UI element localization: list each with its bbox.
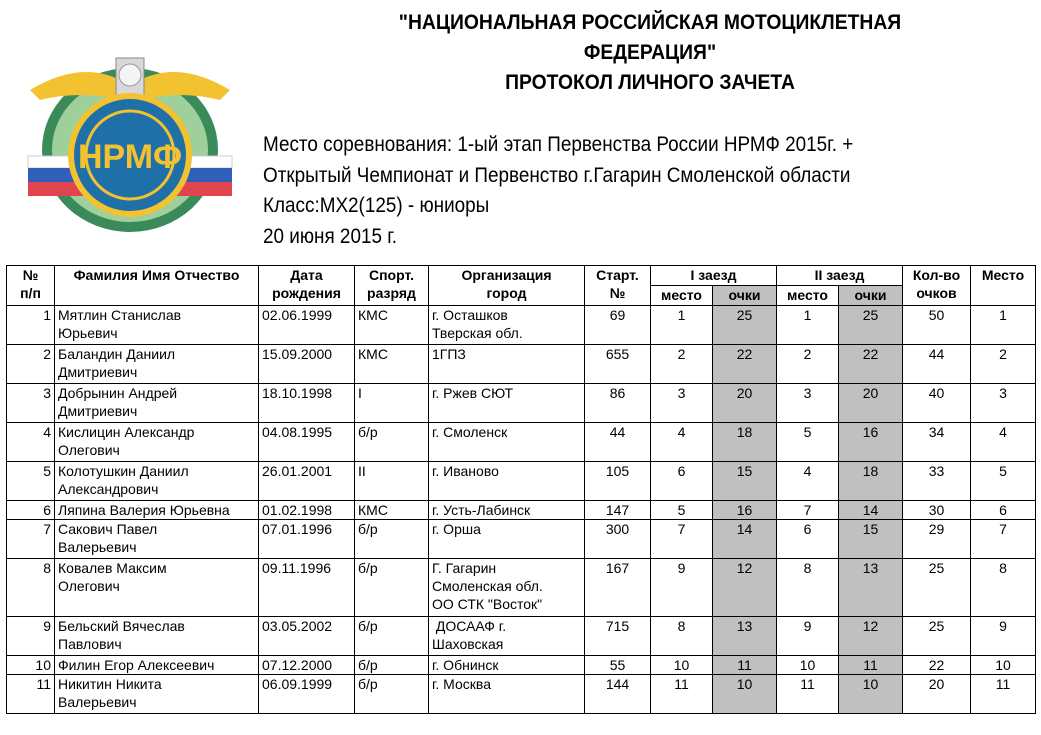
organization-line: Тверская обл. xyxy=(432,325,523,341)
birth-date: 03.05.2002 xyxy=(259,617,355,656)
title-line-2: ФЕДЕРАЦИЯ" xyxy=(583,41,717,64)
heat2-points: 15 xyxy=(839,520,903,559)
start-number: 69 xyxy=(585,306,651,345)
organization-line: Смоленская обл. xyxy=(432,578,543,594)
start-number: 86 xyxy=(585,384,651,423)
nrmf-logo xyxy=(20,20,240,240)
athlete-name xyxy=(55,462,259,501)
heat2-points: 22 xyxy=(839,345,903,384)
sport-rank: б/р xyxy=(355,423,429,462)
heat1-place: 9 xyxy=(651,559,713,617)
heat2-points: 16 xyxy=(839,423,903,462)
venue-line-2: Открытый Чемпионат и Первенство г.Гагарин Смоленской области xyxy=(263,163,851,187)
table-row xyxy=(7,423,1036,462)
athlete-name xyxy=(55,423,259,462)
table-row xyxy=(7,501,1036,520)
heat2-place: 4 xyxy=(777,462,839,501)
organization xyxy=(429,501,585,520)
athlete-name-line: Валерьевич xyxy=(58,694,137,710)
organization xyxy=(429,345,585,384)
sport-rank: б/р xyxy=(355,675,429,714)
heat1-points: 13 xyxy=(713,617,777,656)
total-points: 30 xyxy=(903,501,971,520)
heat1-points: 11 xyxy=(713,656,777,675)
heat1-points: 16 xyxy=(713,501,777,520)
athlete-name-line: Мятлин Станислав xyxy=(58,307,182,323)
heat2-place: 6 xyxy=(777,520,839,559)
organization-line: г. Усть-Лабинск xyxy=(432,502,531,518)
athlete-name-line: Колотушкин Даниил xyxy=(58,463,189,479)
organization xyxy=(429,617,585,656)
col-header-heat1-points: очки xyxy=(713,286,777,306)
col-header-final-place: Место xyxy=(971,266,1036,306)
col-header-heat1: I заезд xyxy=(651,266,777,286)
organization-line: г. Орша xyxy=(432,521,481,537)
col-header-num: № п/п xyxy=(7,266,55,306)
total-points: 22 xyxy=(903,656,971,675)
final-place: 8 xyxy=(971,559,1036,617)
total-points: 25 xyxy=(903,617,971,656)
birth-date: 02.06.1999 xyxy=(259,306,355,345)
total-points: 40 xyxy=(903,384,971,423)
row-number: 2 xyxy=(7,345,55,384)
table-row xyxy=(7,384,1036,423)
col-header-heat2-points: очки xyxy=(839,286,903,306)
heat1-points: 10 xyxy=(713,675,777,714)
athlete-name xyxy=(55,345,259,384)
birth-date: 15.09.2000 xyxy=(259,345,355,384)
sport-rank: I xyxy=(355,384,429,423)
table-row xyxy=(7,559,1036,617)
organization xyxy=(429,656,585,675)
date-line: 20 июня 2015 г. xyxy=(263,224,398,248)
start-number: 300 xyxy=(585,520,651,559)
heat1-place: 4 xyxy=(651,423,713,462)
athlete-name-line: Добрынин Андрей xyxy=(58,385,178,401)
title-line-3: ПРОТОКОЛ ЛИЧНОГО ЗАЧЕТА xyxy=(505,71,795,94)
table-row xyxy=(7,675,1036,714)
organization xyxy=(429,462,585,501)
athlete-name xyxy=(55,675,259,714)
heat1-points: 15 xyxy=(713,462,777,501)
birth-date: 26.01.2001 xyxy=(259,462,355,501)
heat2-points: 25 xyxy=(839,306,903,345)
heat1-place: 10 xyxy=(651,656,713,675)
start-number: 655 xyxy=(585,345,651,384)
row-number: 1 xyxy=(7,306,55,345)
heat1-place: 3 xyxy=(651,384,713,423)
table-row xyxy=(7,462,1036,501)
athlete-name-line: Олегович xyxy=(58,578,120,594)
organization-line: ДОСААФ г. xyxy=(432,618,507,634)
sport-rank: КМС xyxy=(355,501,429,520)
venue-line-1: Место соревнования: 1-ый этап Первенства России НРМФ 2015г. + xyxy=(263,133,854,156)
table-row xyxy=(7,617,1036,656)
start-number: 44 xyxy=(585,423,651,462)
final-place: 9 xyxy=(971,617,1036,656)
col-header-total: Кол-во очков xyxy=(903,266,971,306)
heat2-points: 20 xyxy=(839,384,903,423)
organization-line: г. Осташков xyxy=(432,307,508,323)
athlete-name-line: Ковалев Максим xyxy=(58,560,167,576)
athlete-name-line: Никитин Никита xyxy=(58,676,162,692)
heat1-points: 22 xyxy=(713,345,777,384)
sport-rank: КМС xyxy=(355,345,429,384)
heat2-points: 10 xyxy=(839,675,903,714)
final-place: 11 xyxy=(971,675,1036,714)
heat2-points: 18 xyxy=(839,462,903,501)
athlete-name xyxy=(55,617,259,656)
col-header-heat2-place: место xyxy=(777,286,839,306)
athlete-name-line: Олегович xyxy=(58,442,120,458)
row-number: 3 xyxy=(7,384,55,423)
heat1-place: 8 xyxy=(651,617,713,656)
heat2-place: 2 xyxy=(777,345,839,384)
heat1-place: 11 xyxy=(651,675,713,714)
birth-date: 09.11.1996 xyxy=(259,559,355,617)
start-number: 144 xyxy=(585,675,651,714)
results-body xyxy=(7,306,1036,714)
table-row xyxy=(7,520,1036,559)
row-number: 5 xyxy=(7,462,55,501)
sport-rank: б/р xyxy=(355,520,429,559)
sport-rank: КМС xyxy=(355,306,429,345)
sport-rank: б/р xyxy=(355,656,429,675)
final-place: 3 xyxy=(971,384,1036,423)
col-header-name: Фамилия Имя Отчество xyxy=(55,266,259,306)
heat1-place: 6 xyxy=(651,462,713,501)
organization-line: г. Иваново xyxy=(432,463,499,479)
heat2-points: 14 xyxy=(839,501,903,520)
heat2-place: 1 xyxy=(777,306,839,345)
athlete-name xyxy=(55,656,259,675)
total-points: 25 xyxy=(903,559,971,617)
athlete-name-line: Дмитриевич xyxy=(58,403,138,419)
heat2-place: 7 xyxy=(777,501,839,520)
heat1-place: 7 xyxy=(651,520,713,559)
row-number: 11 xyxy=(7,675,55,714)
birth-date: 07.01.1996 xyxy=(259,520,355,559)
organization-line: Шаховская xyxy=(432,636,504,652)
final-place: 2 xyxy=(971,345,1036,384)
birth-date: 18.10.1998 xyxy=(259,384,355,423)
athlete-name-line: Ляпина Валерия Юрьевна xyxy=(58,502,230,518)
final-place: 4 xyxy=(971,423,1036,462)
heat2-points: 13 xyxy=(839,559,903,617)
heat1-points: 12 xyxy=(713,559,777,617)
total-points: 50 xyxy=(903,306,971,345)
final-place: 6 xyxy=(971,501,1036,520)
final-place: 10 xyxy=(971,656,1036,675)
heat2-place: 3 xyxy=(777,384,839,423)
class-line: Класс:МХ2(125) - юниоры xyxy=(263,194,490,217)
organization-line: ОО СТК "Восток" xyxy=(432,596,543,612)
sport-rank: II xyxy=(355,462,429,501)
organization xyxy=(429,423,585,462)
athlete-name xyxy=(55,559,259,617)
row-number: 6 xyxy=(7,501,55,520)
heat2-points: 12 xyxy=(839,617,903,656)
birth-date: 04.08.1995 xyxy=(259,423,355,462)
total-points: 20 xyxy=(903,675,971,714)
organization xyxy=(429,520,585,559)
col-header-org: Организация город xyxy=(429,266,585,306)
sport-rank: б/р xyxy=(355,559,429,617)
heat1-place: 2 xyxy=(651,345,713,384)
total-points: 33 xyxy=(903,462,971,501)
document-title xyxy=(328,8,972,98)
organization-line: Г. Гагарин xyxy=(432,560,497,576)
heat1-points: 25 xyxy=(713,306,777,345)
row-number: 10 xyxy=(7,656,55,675)
heat1-place: 1 xyxy=(651,306,713,345)
col-header-heat1-place: место xyxy=(651,286,713,306)
heat2-points: 11 xyxy=(839,656,903,675)
heat2-place: 5 xyxy=(777,423,839,462)
heat1-place: 5 xyxy=(651,501,713,520)
organization xyxy=(429,306,585,345)
total-points: 29 xyxy=(903,520,971,559)
heat2-place: 11 xyxy=(777,675,839,714)
row-number: 7 xyxy=(7,520,55,559)
organization xyxy=(429,384,585,423)
athlete-name-line: Валерьевич xyxy=(58,539,137,555)
organization xyxy=(429,559,585,617)
athlete-name xyxy=(55,501,259,520)
start-number: 147 xyxy=(585,501,651,520)
table-row xyxy=(7,656,1036,675)
athlete-name-line: Сакович Павел xyxy=(58,521,158,537)
table-header-row xyxy=(7,266,1036,286)
final-place: 1 xyxy=(971,306,1036,345)
heat1-points: 14 xyxy=(713,520,777,559)
organization-line: 1ГПЗ xyxy=(432,346,466,362)
heat2-place: 10 xyxy=(777,656,839,675)
athlete-name xyxy=(55,520,259,559)
heat2-place: 9 xyxy=(777,617,839,656)
row-number: 9 xyxy=(7,617,55,656)
athlete-name-line: Баландин Даниил xyxy=(58,346,176,362)
heat1-points: 18 xyxy=(713,423,777,462)
birth-date: 07.12.2000 xyxy=(259,656,355,675)
athlete-name-line: Павлович xyxy=(58,636,122,652)
start-number: 167 xyxy=(585,559,651,617)
birth-date: 06.09.1999 xyxy=(259,675,355,714)
final-place: 7 xyxy=(971,520,1036,559)
competition-info xyxy=(263,130,853,252)
athlete-name xyxy=(55,306,259,345)
organization-line: г. Обнинск xyxy=(432,657,499,673)
athlete-name-line: Филин Егор Алексеевич xyxy=(58,657,215,673)
col-header-rank: Спорт. разряд xyxy=(355,266,429,306)
birth-date: 01.02.1998 xyxy=(259,501,355,520)
col-header-start: Старт. № xyxy=(585,266,651,306)
col-header-heat2: II заезд xyxy=(777,266,903,286)
start-number: 55 xyxy=(585,656,651,675)
start-number: 105 xyxy=(585,462,651,501)
total-points: 44 xyxy=(903,345,971,384)
athlete-name-line: Бельский Вячеслав xyxy=(58,618,185,634)
final-place: 5 xyxy=(971,462,1036,501)
sport-rank: б/р xyxy=(355,617,429,656)
organization xyxy=(429,675,585,714)
logo-text: НРМФ xyxy=(77,138,183,176)
athlete-name-line: Александрович xyxy=(58,481,159,497)
heat1-points: 20 xyxy=(713,384,777,423)
athlete-name-line: Дмитриевич xyxy=(58,364,138,380)
organization-line: г. Ржев СЮТ xyxy=(432,385,514,401)
athlete-name xyxy=(55,384,259,423)
start-number: 715 xyxy=(585,617,651,656)
table-row xyxy=(7,345,1036,384)
title-line-1: "НАЦИОНАЛЬНАЯ РОССИЙСКАЯ МОТОЦИКЛЕТНАЯ xyxy=(398,11,902,34)
results-table xyxy=(6,265,1036,714)
athlete-name-line: Юрьевич xyxy=(58,325,118,341)
heat2-place: 8 xyxy=(777,559,839,617)
col-header-dob: Дата рождения xyxy=(259,266,355,306)
total-points: 34 xyxy=(903,423,971,462)
organization-line: г. Смоленск xyxy=(432,424,508,440)
organization-line: г. Москва xyxy=(432,676,491,692)
table-row xyxy=(7,306,1036,345)
athlete-name-line: Кислицин Александр xyxy=(58,424,195,440)
row-number: 4 xyxy=(7,423,55,462)
row-number: 8 xyxy=(7,559,55,617)
